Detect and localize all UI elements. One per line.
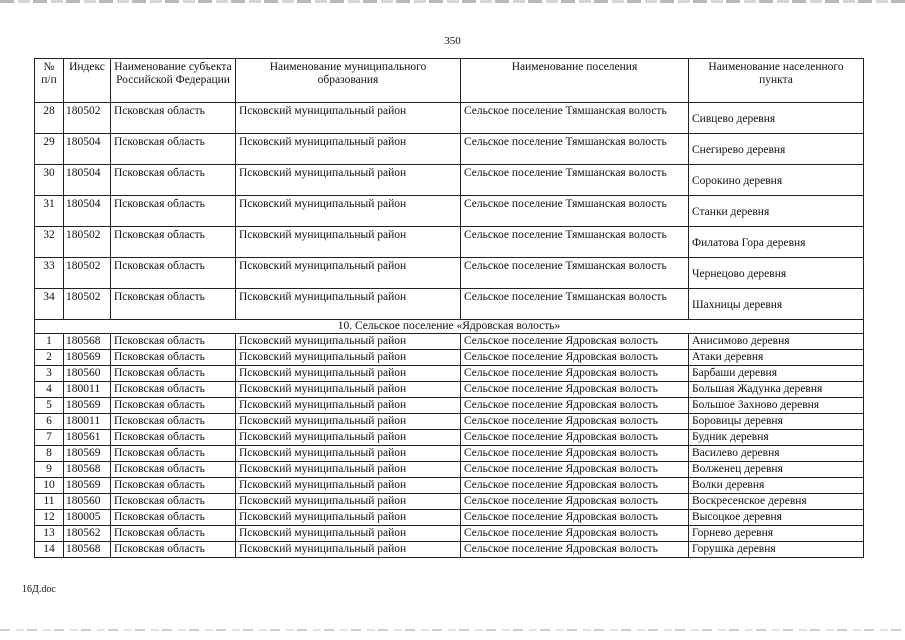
cell-locality: Воскресенское деревня — [689, 494, 864, 510]
cell-settlement: Сельское поселение Ядровская волость — [461, 366, 689, 382]
cell-subject: Псковская область — [111, 462, 236, 478]
cell-subject: Псковская область — [111, 430, 236, 446]
table-row — [35, 510, 864, 526]
header-municipality: Наименование муниципального образования — [236, 59, 461, 103]
header-index: Индекс — [64, 59, 111, 103]
cell-municipality: Псковский муниципальный район — [236, 289, 461, 320]
cell-locality: Волженец деревня — [689, 462, 864, 478]
cell-num: 32 — [35, 227, 64, 258]
section-title: 10. Сельское поселение «Ядровская волость» — [35, 320, 864, 334]
cell-locality: Боровицы деревня — [689, 414, 864, 430]
cell-municipality: Псковский муниципальный район — [236, 430, 461, 446]
table-row — [35, 196, 864, 227]
cell-subject: Псковская область — [111, 414, 236, 430]
cell-locality: Атаки деревня — [689, 350, 864, 366]
cell-settlement: Сельское поселение Ядровская волость — [461, 494, 689, 510]
cell-municipality: Псковский муниципальный район — [236, 462, 461, 478]
cell-subject: Псковская область — [111, 103, 236, 134]
cell-num: 12 — [35, 510, 64, 526]
cell-subject: Псковская область — [111, 134, 236, 165]
cell-num: 34 — [35, 289, 64, 320]
cell-settlement: Сельское поселение Ядровская волость — [461, 414, 689, 430]
cell-municipality: Псковский муниципальный район — [236, 366, 461, 382]
cell-index: 180560 — [64, 494, 111, 510]
cell-settlement: Сельское поселение Тямшанская волость — [461, 165, 689, 196]
cell-num: 33 — [35, 258, 64, 289]
cell-index: 180569 — [64, 446, 111, 462]
cell-subject: Псковская область — [111, 289, 236, 320]
cell-subject: Псковская область — [111, 526, 236, 542]
cell-num: 1 — [35, 334, 64, 350]
cell-municipality: Псковский муниципальный район — [236, 542, 461, 558]
cell-index: 180502 — [64, 289, 111, 320]
cell-locality: Снегирево деревня — [689, 134, 864, 165]
cell-settlement: Сельское поселение Ядровская волость — [461, 510, 689, 526]
table-row — [35, 462, 864, 478]
header-locality: Наименование населенного пункта — [689, 59, 864, 103]
cell-municipality: Псковский муниципальный район — [236, 165, 461, 196]
page-number: 350 — [444, 35, 461, 47]
cell-num: 7 — [35, 430, 64, 446]
cell-locality: Станки деревня — [689, 196, 864, 227]
table-row — [35, 165, 864, 196]
file-name: 16Д.doc — [22, 584, 56, 595]
cell-municipality: Псковский муниципальный район — [236, 134, 461, 165]
cell-num: 29 — [35, 134, 64, 165]
cell-locality: Сивцево деревня — [689, 103, 864, 134]
cell-municipality: Псковский муниципальный район — [236, 227, 461, 258]
settlements-table — [34, 58, 864, 558]
cell-municipality: Псковский муниципальный район — [236, 196, 461, 227]
cell-subject: Псковская область — [111, 398, 236, 414]
cell-num: 6 — [35, 414, 64, 430]
cell-subject: Псковская область — [111, 478, 236, 494]
cell-settlement: Сельское поселение Ядровская волость — [461, 350, 689, 366]
table-row — [35, 103, 864, 134]
cell-locality: Горушка деревня — [689, 542, 864, 558]
table-row — [35, 414, 864, 430]
cell-index: 180504 — [64, 134, 111, 165]
table-row — [35, 334, 864, 350]
cell-locality: Сорокино деревня — [689, 165, 864, 196]
cell-settlement: Сельское поселение Ядровская волость — [461, 446, 689, 462]
cell-locality: Барбаши деревня — [689, 366, 864, 382]
cell-locality: Высоцкое деревня — [689, 510, 864, 526]
cell-settlement: Сельское поселение Тямшанская волость — [461, 103, 689, 134]
cell-locality: Василево деревня — [689, 446, 864, 462]
table-row — [35, 446, 864, 462]
table-body-part1 — [35, 103, 864, 320]
table-body-part2 — [35, 334, 864, 558]
table-row — [35, 258, 864, 289]
table-row — [35, 430, 864, 446]
cell-num: 2 — [35, 350, 64, 366]
cell-municipality: Псковский муниципальный район — [236, 526, 461, 542]
section-row — [35, 320, 864, 334]
cell-municipality: Псковский муниципальный район — [236, 478, 461, 494]
table-row — [35, 398, 864, 414]
header-num: № п/п — [35, 59, 64, 103]
cell-settlement: Сельское поселение Тямшанская волость — [461, 289, 689, 320]
cell-subject: Псковская область — [111, 196, 236, 227]
cell-municipality: Псковский муниципальный район — [236, 510, 461, 526]
cell-municipality: Псковский муниципальный район — [236, 382, 461, 398]
cell-settlement: Сельское поселение Тямшанская волость — [461, 196, 689, 227]
table-row — [35, 289, 864, 320]
cell-index: 180560 — [64, 366, 111, 382]
cell-settlement: Сельское поселение Ядровская волость — [461, 526, 689, 542]
scan-edge-top — [0, 0, 905, 3]
cell-num: 4 — [35, 382, 64, 398]
cell-index: 180569 — [64, 350, 111, 366]
cell-settlement: Сельское поселение Тямшанская волость — [461, 134, 689, 165]
cell-municipality: Псковский муниципальный район — [236, 414, 461, 430]
cell-locality: Шахницы деревня — [689, 289, 864, 320]
cell-settlement: Сельское поселение Тямшанская волость — [461, 258, 689, 289]
cell-locality: Чернецово деревня — [689, 258, 864, 289]
cell-subject: Псковская область — [111, 258, 236, 289]
cell-subject: Псковская область — [111, 366, 236, 382]
table-row — [35, 227, 864, 258]
table-row — [35, 526, 864, 542]
cell-index: 180005 — [64, 510, 111, 526]
section-body — [35, 320, 864, 334]
scan-edge-bottom — [0, 629, 905, 631]
cell-index: 180504 — [64, 196, 111, 227]
cell-locality: Горнево деревня — [689, 526, 864, 542]
table-row — [35, 542, 864, 558]
cell-settlement: Сельское поселение Ядровская волость — [461, 462, 689, 478]
table-row — [35, 350, 864, 366]
cell-settlement: Сельское поселение Ядровская волость — [461, 478, 689, 494]
cell-locality: Волки деревня — [689, 478, 864, 494]
cell-municipality: Псковский муниципальный район — [236, 398, 461, 414]
cell-index: 180011 — [64, 382, 111, 398]
table-row — [35, 134, 864, 165]
cell-municipality: Псковский муниципальный район — [236, 350, 461, 366]
cell-subject: Псковская область — [111, 165, 236, 196]
cell-municipality: Псковский муниципальный район — [236, 103, 461, 134]
cell-num: 28 — [35, 103, 64, 134]
header-settlement: Наименование поселения — [461, 59, 689, 103]
cell-locality: Анисимово деревня — [689, 334, 864, 350]
table-row — [35, 382, 864, 398]
cell-settlement: Сельское поселение Ядровская волость — [461, 398, 689, 414]
cell-subject: Псковская область — [111, 382, 236, 398]
cell-settlement: Сельское поселение Ядровская волость — [461, 542, 689, 558]
cell-subject: Псковская область — [111, 227, 236, 258]
cell-locality: Будник деревня — [689, 430, 864, 446]
cell-index: 180011 — [64, 414, 111, 430]
cell-municipality: Псковский муниципальный район — [236, 494, 461, 510]
cell-subject: Псковская область — [111, 494, 236, 510]
cell-num: 11 — [35, 494, 64, 510]
cell-num: 31 — [35, 196, 64, 227]
cell-index: 180569 — [64, 478, 111, 494]
cell-subject: Псковская область — [111, 446, 236, 462]
table-row — [35, 478, 864, 494]
cell-index: 180568 — [64, 334, 111, 350]
cell-subject: Псковская область — [111, 350, 236, 366]
cell-settlement: Сельское поселение Тямшанская волость — [461, 227, 689, 258]
cell-index: 180568 — [64, 542, 111, 558]
cell-index: 180504 — [64, 165, 111, 196]
cell-subject: Псковская область — [111, 510, 236, 526]
cell-locality: Большая Жадунка деревня — [689, 382, 864, 398]
cell-settlement: Сельское поселение Ядровская волость — [461, 430, 689, 446]
cell-index: 180561 — [64, 430, 111, 446]
cell-locality: Большое Захново деревня — [689, 398, 864, 414]
cell-settlement: Сельское поселение Ядровская волость — [461, 334, 689, 350]
cell-index: 180502 — [64, 227, 111, 258]
table-row — [35, 494, 864, 510]
cell-municipality: Псковский муниципальный район — [236, 258, 461, 289]
cell-num: 13 — [35, 526, 64, 542]
cell-num: 30 — [35, 165, 64, 196]
cell-num: 5 — [35, 398, 64, 414]
cell-subject: Псковская область — [111, 334, 236, 350]
cell-index: 180568 — [64, 462, 111, 478]
cell-municipality: Псковский муниципальный район — [236, 446, 461, 462]
cell-index: 180569 — [64, 398, 111, 414]
header-row — [35, 59, 864, 103]
cell-num: 8 — [35, 446, 64, 462]
table-row — [35, 366, 864, 382]
cell-index: 180502 — [64, 103, 111, 134]
cell-municipality: Псковский муниципальный район — [236, 334, 461, 350]
cell-index: 180502 — [64, 258, 111, 289]
cell-locality: Филатова Гора деревня — [689, 227, 864, 258]
cell-index: 180562 — [64, 526, 111, 542]
cell-num: 3 — [35, 366, 64, 382]
cell-num: 10 — [35, 478, 64, 494]
cell-settlement: Сельское поселение Ядровская волость — [461, 382, 689, 398]
header-subject: Наименование субъекта Российской Федерации — [111, 59, 236, 103]
cell-subject: Псковская область — [111, 542, 236, 558]
cell-num: 14 — [35, 542, 64, 558]
cell-num: 9 — [35, 462, 64, 478]
